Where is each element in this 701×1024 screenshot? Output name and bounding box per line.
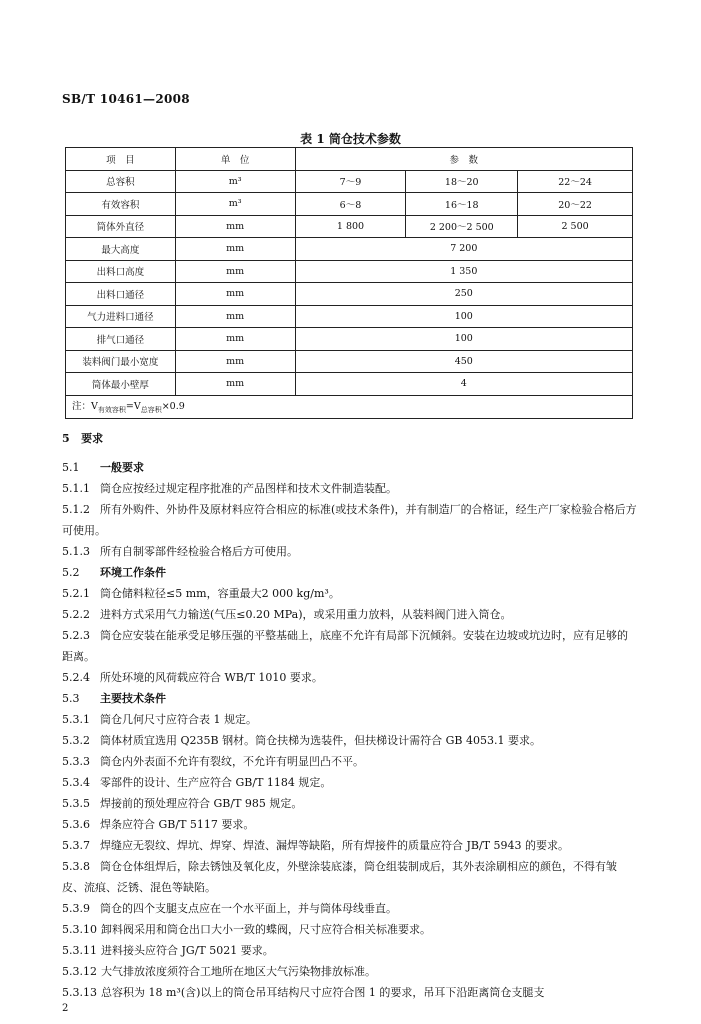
clause-text: 所有外购件、外协件及原材料应符合相应的标准(或技术条件)，并有制造厂的合格证，经生产厂家检验合格后方可使用。 — [62, 503, 637, 537]
table-header-row — [66, 148, 633, 171]
clause-number: 5.3.3 — [62, 755, 90, 768]
note-mid: =V — [125, 401, 141, 413]
clause-text: 所处环境的风荷载应符合 WB/T 1010 要求。 — [100, 671, 323, 684]
clause-number: 5.1.2 — [62, 503, 90, 516]
paragraph — [62, 709, 638, 730]
table-row — [66, 350, 633, 373]
paragraph — [62, 835, 638, 856]
paragraph — [62, 814, 638, 835]
cell-item: 总容积 — [66, 170, 176, 193]
clause-text: 进料接头应符合 JG/T 5021 要求。 — [101, 944, 274, 957]
cell-unit: m³ — [175, 193, 295, 216]
paragraph — [62, 898, 638, 919]
cell-value: 16～18 — [406, 193, 518, 216]
paragraph — [62, 583, 638, 604]
cell-unit: mm — [175, 350, 295, 373]
note-suffix: ×0.9 — [161, 401, 185, 413]
paragraph — [62, 478, 638, 499]
clause-text: 总容积为 18 m³(含)以上的筒仓吊耳结构尺寸应符合图 1 的要求，吊耳下沿距离筒仓支腿支 — [101, 986, 545, 999]
cell-item: 最大高度 — [66, 238, 176, 261]
cell-item: 筒体最小壁厚 — [66, 373, 176, 396]
clause-text: 筒仓几何尺寸应符合表 1 规定。 — [100, 713, 257, 726]
clause-number: 5.3.10 — [62, 923, 97, 936]
clause-number: 5.2 — [62, 566, 80, 579]
clause-number: 5.3.8 — [62, 860, 90, 873]
cell-item: 出料口通径 — [66, 283, 176, 306]
header-unit: 单 位 — [175, 148, 295, 171]
clause-number: 5.2.1 — [62, 587, 90, 600]
note-sub-effective: 有效容积 — [97, 405, 126, 414]
header-item: 项 目 — [66, 148, 176, 171]
table-row — [66, 305, 633, 328]
clause-number: 5.2.3 — [62, 629, 90, 642]
clause-number: 5.3 — [62, 692, 80, 705]
clause-number: 5.3.12 — [62, 965, 97, 978]
clause-text: 筒仓应按经过规定程序批准的产品图样和技术文件制造装配。 — [100, 482, 397, 495]
table-row — [66, 373, 633, 396]
paragraph — [62, 751, 638, 772]
cell-value: 22～24 — [518, 170, 633, 193]
cell-item: 排气口通径 — [66, 328, 176, 351]
clause-number: 5.3.11 — [62, 944, 97, 957]
clause-text: 进料方式采用气力输送(气压≤0.20 MPa)，或采用重力放料，从装料阀门进入筒仓。 — [100, 608, 512, 621]
table-row — [66, 170, 633, 193]
clause-number: 5.1.3 — [62, 545, 90, 558]
cell-value: 2 500 — [518, 215, 633, 238]
standard-code: SB/T 10461—2008 — [62, 92, 190, 106]
cell-value: 20～22 — [518, 193, 633, 216]
clause-text: 焊缝应无裂纹、焊坑、焊穿、焊渣、漏焊等缺陷，所有焊接件的质量应符合 JB/T 5943 的要求。 — [100, 839, 570, 852]
cell-value: 250 — [295, 283, 632, 306]
paragraph — [62, 604, 638, 625]
clause-text: 所有自制零部件经检验合格后方可使用。 — [100, 545, 298, 558]
paragraph — [62, 541, 638, 562]
paragraph — [62, 940, 638, 961]
clause-number: 5.3.5 — [62, 797, 90, 810]
clause-number: 5.3.2 — [62, 734, 90, 747]
paragraph — [62, 625, 638, 667]
paragraph — [62, 982, 638, 1003]
paragraph — [62, 562, 638, 583]
table-row — [66, 215, 633, 238]
cell-value: 2 200～2 500 — [406, 215, 518, 238]
table-row — [66, 193, 633, 216]
cell-value: 7～9 — [295, 170, 406, 193]
clause-text: 筒仓仓体组焊后，除去锈蚀及氧化皮，外壁涂装底漆，筒仓组装制成后，其外表涂刷相应的颜色，不得有皱皮、流痕、泛锈、混色等缺陷。 — [62, 860, 617, 894]
clause-text: 焊条应符合 GB/T 5117 要求。 — [100, 818, 255, 831]
clause-text: 卸料阀采用和筒仓出口大小一致的蝶阀，尺寸应符合相关标准要求。 — [101, 923, 431, 936]
table-note — [66, 395, 633, 418]
cell-value: 18～20 — [406, 170, 518, 193]
clause-number: 5.2.4 — [62, 671, 90, 684]
cell-item: 出料口高度 — [66, 260, 176, 283]
clause-text: 筒仓的四个支腿支点应在一个水平面上，并与筒体母线垂直。 — [100, 902, 397, 915]
clause-number: 5.3.4 — [62, 776, 90, 789]
table-note-row — [66, 395, 633, 418]
cell-value: 1 350 — [295, 260, 632, 283]
cell-value: 6～8 — [295, 193, 406, 216]
cell-value: 450 — [295, 350, 632, 373]
clause-text: 环境工作条件 — [100, 566, 166, 579]
table-row — [66, 238, 633, 261]
cell-unit: mm — [175, 215, 295, 238]
clause-number: 5.1 — [62, 461, 80, 474]
clause-text: 筒仓内外表面不允许有裂纹，不允许有明显凹凸不平。 — [100, 755, 364, 768]
cell-unit: mm — [175, 373, 295, 396]
cell-unit: mm — [175, 260, 295, 283]
paragraph — [62, 793, 638, 814]
cell-item: 气力进料口通径 — [66, 305, 176, 328]
section-number: 5 — [62, 432, 70, 445]
cell-value: 1 800 — [295, 215, 406, 238]
clause-number: 5.2.2 — [62, 608, 90, 621]
cell-value: 7 200 — [295, 238, 632, 261]
cell-value: 4 — [295, 373, 632, 396]
paragraph — [62, 919, 638, 940]
clause-number: 5.3.7 — [62, 839, 90, 852]
cell-item: 筒体外直径 — [66, 215, 176, 238]
paragraph — [62, 730, 638, 751]
paragraph — [62, 457, 638, 478]
section-heading — [62, 430, 103, 446]
clause-text: 焊接前的预处理应符合 GB/T 985 规定。 — [100, 797, 303, 810]
cell-value: 100 — [295, 328, 632, 351]
cell-unit: mm — [175, 238, 295, 261]
header-params: 参 数 — [295, 148, 632, 171]
clause-number: 5.3.13 — [62, 986, 97, 999]
cell-unit: m³ — [175, 170, 295, 193]
paragraph — [62, 667, 638, 688]
clause-number: 5.1.1 — [62, 482, 90, 495]
paragraph — [62, 499, 638, 541]
page-number: 2 — [62, 1003, 69, 1014]
paragraph — [62, 856, 638, 898]
table-row — [66, 283, 633, 306]
clause-number: 5.3.9 — [62, 902, 90, 915]
table-row — [66, 260, 633, 283]
clause-number: 5.3.6 — [62, 818, 90, 831]
clause-number: 5.3.1 — [62, 713, 90, 726]
cell-unit: mm — [175, 328, 295, 351]
cell-value: 100 — [295, 305, 632, 328]
cell-unit: mm — [175, 283, 295, 306]
clause-text: 一般要求 — [100, 461, 144, 474]
table-title: 表 1 筒仓技术参数 — [300, 132, 401, 146]
clause-text: 筒体材质宜选用 Q235B 钢材。筒仓扶梯为选装件，但扶梯设计需符合 GB 4053.1 要求。 — [100, 734, 541, 747]
cell-item: 有效容积 — [66, 193, 176, 216]
paragraph — [62, 688, 638, 709]
clause-text: 零部件的设计、生产应符合 GB/T 1184 规定。 — [100, 776, 332, 789]
clause-text: 大气排放浓度须符合工地所在地区大气污染物排放标准。 — [101, 965, 376, 978]
table-row — [66, 328, 633, 351]
clause-text: 筒仓储料粒径≤5 mm，容重最大2 000 kg/m³。 — [100, 587, 340, 600]
note-sub-total: 总容积 — [140, 405, 162, 414]
section-title: 要求 — [81, 432, 104, 445]
cell-unit: mm — [175, 305, 295, 328]
clause-text: 筒仓应安装在能承受足够压强的平整基础上，底座不允许有局部下沉倾斜。安装在边坡或坑边时，应有足够的距离。 — [62, 629, 628, 663]
spec-table — [65, 147, 633, 419]
paragraph — [62, 961, 638, 982]
paragraph — [62, 772, 638, 793]
clause-text: 主要技术条件 — [100, 692, 166, 705]
cell-item: 装料阀门最小宽度 — [66, 350, 176, 373]
note-prefix: 注：V — [72, 401, 98, 413]
